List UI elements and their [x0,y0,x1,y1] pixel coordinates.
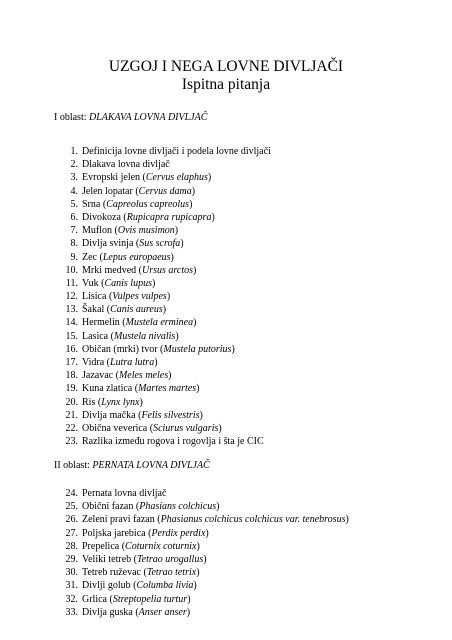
item-number: 4. [70,185,78,197]
item-latin-name: Sciurus vulgaris [153,422,219,434]
item-latin-name: Phasians colchicus [139,501,217,513]
item-latin-name: Perdix perdix [151,527,206,539]
list-item [0,593,452,606]
item-text: Mrki medved (Ursus arctos) [82,264,197,276]
item-name: Vidra [82,357,105,368]
item-latin-name: Cervus elaphus [145,172,208,184]
item-number: 26. [65,514,78,526]
item-latin-name: Vulpes vulpes [112,291,167,303]
item-number: 23. [65,436,78,448]
item-name: Mrki medved [82,264,137,276]
list-item [0,382,452,395]
item-name: Tetreb ruževac [82,567,141,579]
item-text: Divlji golub (Columba livia) [82,580,197,592]
item-number: 18. [65,370,78,382]
item-latin-name: Felis silvestris [141,409,200,421]
item-name: Lasica [82,330,109,342]
item-name: Divlja guska [82,606,133,618]
list-item [0,303,452,316]
item-latin-name: Mustela nivalis [113,330,176,342]
item-text [82,435,264,448]
item-text: Običan (mrki) tvor (Mustela putorius) [82,343,235,355]
item-latin-name: Canis lupus [104,277,152,289]
list-item [0,356,452,369]
item-latin-name: Ursus arctos [142,264,194,276]
item-text [82,145,271,158]
item-latin-name: Mustela putorius [163,343,232,355]
item-name: Zeleni pravi fazan [82,514,155,526]
item-name: Šakal [82,304,105,316]
item-number: 13. [65,304,78,316]
item-latin-name: Phasianus colchicus colchicus var. tenebrosus [160,514,346,526]
item-latin-name: Lutra lutra [110,357,155,368]
list-item [0,185,452,198]
item-text: Muflon (Ovis musimon) [82,225,179,237]
item-name: Lisica [82,291,107,303]
list-item [0,396,452,409]
list-item [0,224,452,237]
list-item [0,566,452,579]
item-number: 7. [70,225,78,237]
item-text: Zeleni pravi fazan (Phasianus colchicus colchicus var. tenebrosus) [82,514,349,526]
item-latin-name: Martes martes [138,383,197,395]
item-number: 6. [70,211,78,223]
item-number: 9. [70,251,78,263]
item-name: Divlji golub [82,580,131,592]
item-text: Tetreb ruževac (Tetrao tetrix) [82,567,200,579]
item-text [82,158,170,171]
item-name: Poljska jarebica [82,527,146,539]
item-latin-name: Streptopelia turtur [112,593,188,605]
list-item [0,527,452,540]
item-name: Dlakava lovna divljač [82,159,170,171]
list-item [0,198,452,211]
list-item [0,145,452,158]
item-text: Divlja svinja (Sus scrofa) [82,238,184,250]
item-number: 33. [65,606,78,618]
item-name: Kuna zlatica [82,383,133,395]
item-latin-name: Canis aureus [110,304,163,316]
item-latin-name: Lepus europaeus [102,251,171,263]
item-name: Veliki tetreb [82,553,132,565]
item-latin-name: Tetrao tetrix [146,567,197,579]
list-item [0,290,452,303]
item-name: Obična veverica [82,422,148,434]
item-name: Običan (mrki) tvor [82,343,158,355]
item-latin-name: Sus scrofa [139,238,181,250]
item-text: Vuk (Canis lupus) [82,277,156,289]
item-name: Muflon [82,225,112,237]
list-item [0,277,452,290]
item-name: Razlika između rogova i rogovlja i šta je CIC [82,436,264,448]
item-number: 29. [65,553,78,565]
list-item [0,211,452,224]
item-text: Ris (Lynx lynx) [82,396,143,408]
item-name: Divokoza [82,211,121,223]
question-list-1 [0,145,452,448]
item-text: Veliki tetreb (Tetrao urogallus) [82,553,207,565]
item-latin-name: Lynx lynx [101,396,140,408]
list-item [0,487,452,500]
list-item [0,435,452,448]
item-latin-name: Capreolus capreolus [106,198,190,210]
item-text: Obična veverica (Sciurus vulgaris) [82,422,222,434]
list-item [0,264,452,277]
item-number: 16. [65,343,78,355]
item-text: Divokoza (Rupicapra rupicapra) [82,211,215,223]
item-name: Evropski jelen [82,172,141,184]
item-text: Šakal (Canis aureus) [82,304,167,316]
item-text: Prepelica (Coturnix coturnix) [82,540,200,552]
item-latin-name: Cervus dama [138,185,192,197]
item-latin-name: Anser anser [138,606,187,618]
item-number: 8. [70,238,78,250]
section-prefix: I oblast: [54,112,89,123]
question-list-2 [0,487,452,619]
item-name: Srna [82,198,101,210]
list-item [0,409,452,422]
item-name: Jelen lopatar [82,185,133,197]
list-item [0,579,452,592]
item-latin-name: Tetrao urogallus [137,553,204,565]
list-item [0,540,452,553]
item-name: Pernata lovna divljač [82,488,167,499]
item-number: 12. [65,291,78,303]
item-text: Jazavac (Meles meles) [82,370,172,382]
item-text: Vidra (Lutra lutra) [82,357,158,368]
section-prefix: II oblast: [54,460,93,471]
item-latin-name: Rupicapra rupicapra [126,211,212,223]
item-text: Grlica (Streptopelia turtur) [82,593,191,605]
list-item [0,171,452,184]
item-name: Obični fazan [82,501,134,513]
item-latin-name: Coturnix coturnix [125,540,197,552]
item-text [82,487,166,500]
list-item [0,500,452,513]
item-name: Definicija lovne divljači i podela lovne divljači [82,146,271,157]
item-text: Lasica (Mustela nivalis) [82,330,179,342]
item-number: 28. [65,540,78,552]
item-latin-name: Columba livia [136,580,194,592]
document-title: UZGOJ I NEGA LOVNE DIVLJAČI [108,58,344,75]
item-number: 24. [65,488,78,499]
item-number: 2. [70,159,78,171]
item-text: Hermelin (Mustela erminea) [82,317,197,329]
item-number: 30. [65,567,78,579]
item-text: Divlja mačka (Felis silvestris) [82,409,203,421]
item-number: 19. [65,383,78,395]
list-item [0,237,452,250]
item-name: Hermelin [82,317,120,329]
section-name: DLAKAVA LOVNA DIVLJAČ [89,112,208,123]
item-number: 20. [65,396,78,408]
item-name: Prepelica [82,540,120,552]
list-item [0,251,452,264]
item-text: Jelen lopatar (Cervus dama) [82,185,196,197]
list-item [0,330,452,343]
list-item [0,343,452,356]
document-subtitle: Ispitna pitanja [181,76,271,93]
item-text: Zec (Lepus europaeus) [82,251,174,263]
item-name: Zec [82,251,97,263]
item-text: Divlja guska (Anser anser) [82,606,191,618]
item-number: 17. [65,357,78,368]
item-number: 15. [65,330,78,342]
list-item [0,158,452,171]
list-item [0,513,452,526]
item-latin-name: Meles meles [118,370,169,382]
item-latin-name: Ovis musimon [117,225,175,237]
item-number: 14. [65,317,78,329]
item-number: 5. [70,198,78,210]
item-number: 1. [70,146,78,157]
item-name: Divlja mačka [82,409,136,421]
list-item [0,316,452,329]
section-heading-1 [54,111,207,124]
item-name: Vuk [82,277,99,289]
list-item [0,606,452,619]
item-number: 27. [65,527,78,539]
item-text: Obični fazan (Phasians colchicus) [82,501,220,513]
item-text: Evropski jelen (Cervus elaphus) [82,172,212,184]
item-number: 31. [65,580,78,592]
item-text: Poljska jarebica (Perdix perdix) [82,527,209,539]
list-item [0,422,452,435]
item-name: Jazavac [82,370,114,382]
section-heading-2 [54,459,210,472]
item-number: 3. [70,172,78,184]
list-item [0,553,452,566]
item-number: 10. [65,264,78,276]
item-number: 22. [65,422,78,434]
item-text: Lisica (Vulpes vulpes) [82,291,171,303]
list-item [0,369,452,382]
item-name: Grlica [82,593,107,605]
item-latin-name: Mustela erminea [125,317,194,329]
item-text: Kuna zlatica (Martes martes) [82,383,200,395]
item-number: 32. [65,593,78,605]
item-name: Ris [82,396,96,408]
section-name: PERNATA LOVNA DIVLJAČ [92,460,210,471]
item-text: Srna (Capreolus capreolus) [82,198,193,210]
item-number: 11. [65,277,78,289]
item-number: 25. [65,501,78,513]
item-name: Divlja svinja [82,238,134,250]
item-number: 21. [65,409,78,421]
